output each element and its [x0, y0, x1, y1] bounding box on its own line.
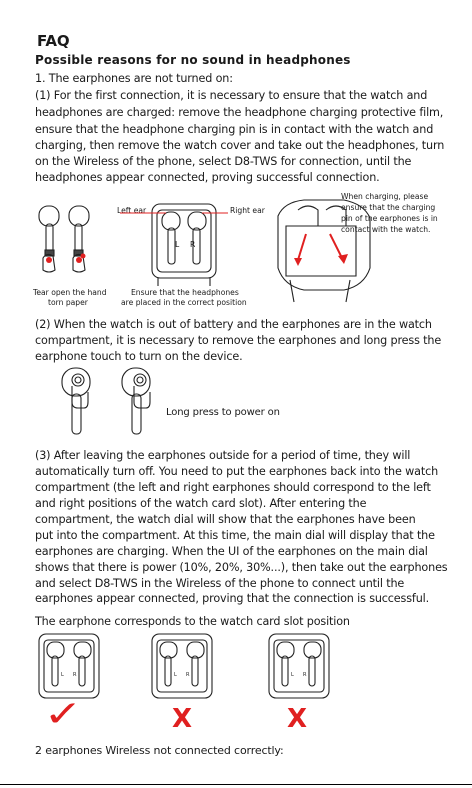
cross-icon: X [172, 704, 192, 734]
checkmark-icon: ✓ [43, 694, 83, 735]
svg-text:L: L [291, 672, 294, 678]
footer-text: 2 earphones Wireless not connected correctly: [35, 744, 284, 757]
text-line: compartment (the left and right earphones should correspond to the left [35, 481, 431, 494]
section-heading: Possible reasons for no sound in headphones [35, 53, 351, 67]
caption: are placed in the correct position [121, 298, 247, 307]
charging-note: When charging, please [341, 192, 429, 201]
text-line: charging, then remove the watch cover and take out the headphones, turn [35, 139, 445, 152]
text-line: compartment, it is necessary to remove the earphones and long press the [35, 334, 442, 347]
watch-slot-wrong-2 [267, 632, 331, 700]
text-line: put into the compartment. At this time, the main dial will display that the [35, 529, 435, 542]
slot-heading: The earphone corresponds to the watch card slot position [35, 615, 350, 628]
caption: torn paper [48, 298, 88, 307]
text-line: (2) When the watch is out of battery and the earphones are in the watch [35, 318, 432, 331]
bottom-border [0, 784, 472, 785]
tear-film-illustration [33, 200, 103, 286]
caption: Tear open the hand [33, 288, 107, 297]
svg-text:R: R [303, 672, 307, 678]
watch-slot-wrong-1 [150, 632, 214, 700]
svg-text:L: L [61, 672, 64, 678]
slot-label-r: R [190, 240, 196, 249]
text-line: ensure that the headphone charging pin is in contact with the watch and [35, 123, 434, 136]
label-left-ear: Left ear [117, 206, 147, 215]
text-line: compartment, the watch dial will show that the earphones have been [35, 513, 416, 526]
text-line: and right positions of the watch card slot). After entering the [35, 497, 367, 510]
text-line: earphone touch to turn on the device. [35, 350, 243, 363]
slot-label-l: L [175, 240, 180, 249]
label-right-ear: Right ear [230, 206, 265, 215]
text-line: earphones are charging. When the UI of the earphones on the main dial [35, 545, 428, 558]
text-line: headphones appear connected, proving successful connection. [35, 171, 380, 184]
charging-note: ensure that the charging [341, 203, 436, 212]
svg-text:L: L [174, 672, 177, 678]
charging-note: contact with the watch. [341, 225, 431, 234]
caption: Ensure that the headphones [131, 288, 239, 297]
text-line: (3) After leaving the earphones outside for a period of time, they will [35, 449, 411, 462]
page-title: FAQ [37, 32, 70, 50]
charging-note: pin of the earphones is in [341, 214, 438, 223]
watch-slot-illustration [148, 200, 220, 286]
svg-text:R: R [73, 672, 77, 678]
text-line: shows that there is power (10%, 20%, 30%...), then take out the earphones [35, 561, 448, 574]
long-press-label: Long press to power on [166, 407, 280, 418]
text-line: and select D8-TWS in the Wireless of the phone to connect until the [35, 577, 405, 590]
watch-slot-correct [37, 632, 101, 700]
text-line: earphones appear connected, proving that the connection is successful. [35, 592, 429, 605]
text-line: headphones are charged: remove the headphone charging protective film, [35, 106, 444, 119]
text-line: on the Wireless of the phone, select D8-TWS for connection, until the [35, 155, 412, 168]
svg-text:R: R [186, 672, 190, 678]
long-press-illustration [58, 366, 168, 438]
text-line: automatically turn off. You need to put the earphones back into the watch [35, 465, 439, 478]
cross-icon: X [287, 704, 307, 734]
text-line: 1. The earphones are not turned on: [35, 72, 233, 85]
text-line: (1) For the first connection, it is necessary to ensure that the watch and [35, 89, 428, 102]
